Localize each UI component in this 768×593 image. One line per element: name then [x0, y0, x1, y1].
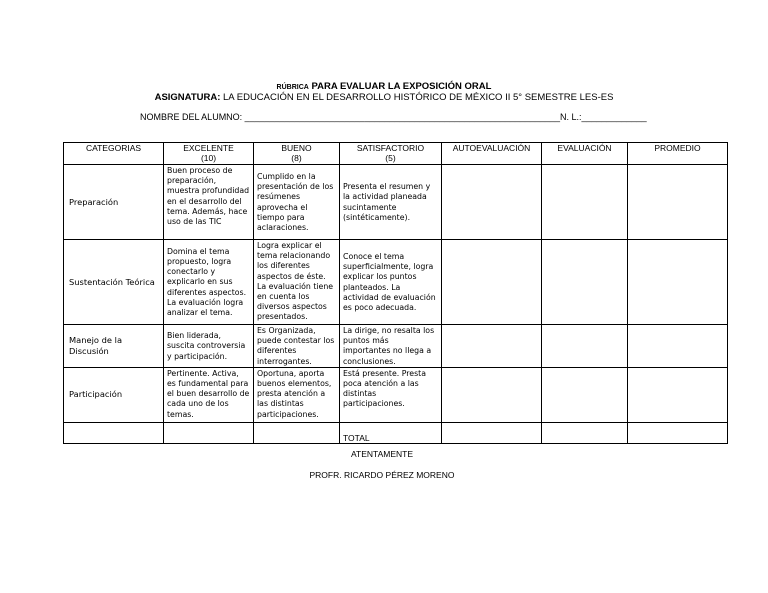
category-cell: Sustentación Teórica	[64, 240, 164, 325]
promedio-cell	[628, 240, 728, 325]
header-evaluacion: EVALUACIÓN	[542, 143, 628, 165]
total-autoevaluacion-cell	[442, 422, 542, 443]
title-prefix: RÚBRICA	[276, 84, 309, 91]
bueno-cell: Logra explicar el tema relacionando los diferentes aspectos de éste. La evaluación tiene en cuenta los diversos aspectos presentados.	[254, 240, 340, 325]
header-excelente: EXCELENTE (10)	[164, 143, 254, 165]
satisfactorio-cell: Conoce el tema superficialmente, logra explicar los puntos planteados. La actividad de evaluación es poco adecuada.	[340, 240, 442, 325]
satisfactorio-cell: La dirige, no resalta los puntos más importantes no llega a conclusiones.	[340, 325, 442, 368]
satisfactorio-cell: Presenta el resumen y la actividad planeada sucintamente (sintéticamente).	[340, 165, 442, 240]
promedio-cell	[628, 165, 728, 240]
document-title	[0, 81, 768, 92]
autoevaluacion-cell	[442, 367, 542, 422]
subject-label: ASIGNATURA:	[154, 92, 221, 103]
category-cell: Preparación	[64, 165, 164, 240]
excelente-cell: Bien liderada, suscita controversia y participación.	[164, 325, 254, 368]
category-cell: Participación	[64, 367, 164, 422]
header-categorias: CATEGORIAS	[64, 143, 164, 165]
evaluacion-cell	[542, 240, 628, 325]
bueno-cell: Oportuna, aporta buenos elementos, presta atención a las distintas participaciones.	[254, 367, 340, 422]
rubric-table	[63, 142, 728, 444]
evaluacion-cell	[542, 165, 628, 240]
category-cell: Manejo de la Discusión	[64, 325, 164, 368]
empty-cell	[164, 422, 254, 443]
student-name-line: NOMBRE DEL ALUMNO: _______________________________________________________________N. L.:_____________	[140, 112, 647, 122]
excelente-cell: Pertinente. Activa, es fundamental para el buen desarrollo de cada uno de los temas.	[164, 367, 254, 422]
empty-cell	[254, 422, 340, 443]
closing-text: ATENTAMENTE	[350, 449, 414, 459]
total-promedio-cell	[628, 422, 728, 443]
empty-cell	[64, 422, 164, 443]
satisfactorio-cell: Está presente. Presta poca atención a las distintas participaciones.	[340, 367, 442, 422]
excelente-cell: Buen proceso de preparación, muestra profundidad en el desarrollo del tema. Además, hace uso de las TIC	[164, 165, 254, 240]
header-satisfactorio: SATISFACTORIO (5)	[340, 143, 442, 165]
table-row	[64, 240, 728, 325]
excelente-cell: Domina el tema propuesto, logra conectarlo y explicarlo en sus diferentes aspectos. La evaluación logra analizar el tema.	[164, 240, 254, 325]
total-row	[64, 422, 728, 443]
promedio-cell	[628, 325, 728, 368]
promedio-cell	[628, 367, 728, 422]
autoevaluacion-cell	[442, 325, 542, 368]
table-row	[64, 367, 728, 422]
subject-value: LA EDUCACIÓN EN EL DESARROLLO HISTÓRICO DE MÉXICO II 5° SEMESTRE LES-ES	[223, 92, 614, 103]
total-evaluacion-cell	[542, 422, 628, 443]
title-main: PARA EVALUAR LA EXPOSICIÓN ORAL	[311, 81, 492, 92]
header-promedio: PROMEDIO	[628, 143, 728, 165]
evaluacion-cell	[542, 325, 628, 368]
bueno-cell: Es Organizada, puede contestar los diferentes interrogantes.	[254, 325, 340, 368]
header-autoevaluacion: AUTOEVALUACIÓN	[442, 143, 542, 165]
signature-name: PROFR. RICARDO PÉREZ MORENO	[309, 470, 455, 480]
evaluacion-cell	[542, 367, 628, 422]
autoevaluacion-cell	[442, 165, 542, 240]
subject-line	[0, 92, 768, 103]
table-header-row	[64, 143, 728, 165]
table-row	[64, 165, 728, 240]
header-bueno: BUENO (8)	[254, 143, 340, 165]
bueno-cell: Cumplido en la presentación de los resúmenes aprovecha el tiempo para aclaraciones.	[254, 165, 340, 240]
total-label: TOTAL	[340, 422, 442, 443]
autoevaluacion-cell	[442, 240, 542, 325]
table-row	[64, 325, 728, 368]
